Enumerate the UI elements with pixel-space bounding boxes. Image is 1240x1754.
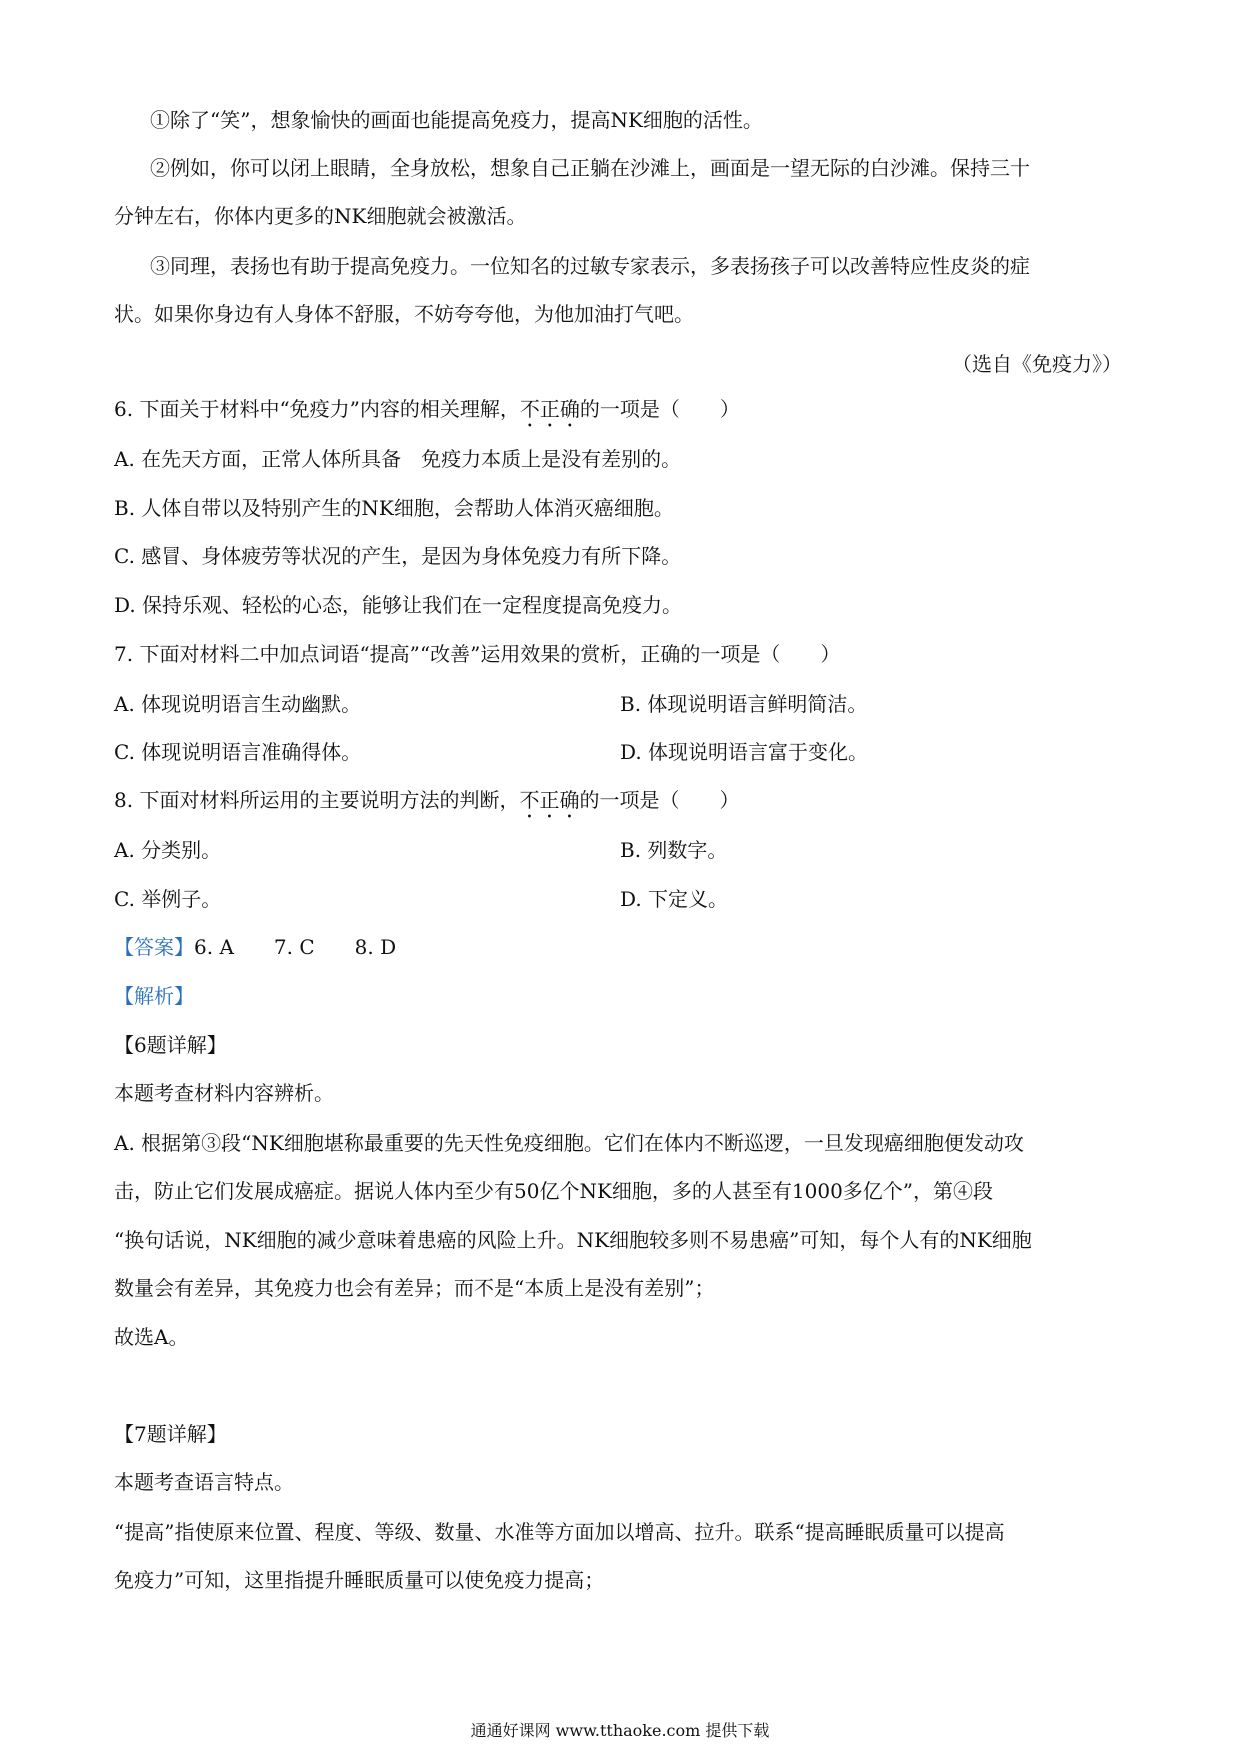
material-paragraph-2-line-1: ②例如，你可以闭上眼睛，全身放松，想象自己正躺在沙滩上，画面是一望无际的白沙滩。保持三十	[150, 156, 1030, 180]
detail-6-line-1: A. 根据第③段“NK细胞堪称最重要的先天性免疫细胞。它们在体内不断巡逻，一旦发现癌细胞便发动攻	[114, 1131, 1024, 1155]
question-8-option-a: A. 分类别。	[114, 838, 222, 862]
question-8-option-c: C. 举例子。	[114, 887, 222, 911]
question-6-option-c: C. 感冒、身体疲劳等状况的产生，是因为身体免疫力有所下降。	[114, 544, 682, 568]
question-6-option-a: A. 在先天方面，正常人体所具备 免疫力本质上是没有差别的。	[114, 447, 682, 471]
question-7-stem: 7. 下面对材料二中加点词语“提高”“改善”运用效果的赏析，正确的一项是（ ）	[114, 642, 841, 666]
detail-6-title: 【6题详解】	[114, 1033, 227, 1057]
answer-values: 6. A 7. C 8. D	[194, 935, 397, 959]
analysis-label: 【解析】	[114, 984, 194, 1008]
question-8-stem	[114, 786, 1126, 823]
detail-6-line-5: 故选A。	[114, 1325, 189, 1349]
question-6-option-b: B. 人体自带以及特别产生的NK细胞，会帮助人体消灭癌细胞。	[114, 496, 674, 520]
detail-7-line-2: 免疫力”可知，这里指提升睡眠质量可以使免疫力提高；	[114, 1568, 605, 1592]
detail-6-intro: 本题考查材料内容辨析。	[114, 1081, 334, 1105]
answer-line	[114, 933, 1126, 961]
question-6-stem-text: 6. 下面关于材料中“免疫力”内容的相关理解，	[114, 397, 520, 421]
detail-6-line-2: 击，防止它们发展成癌症。据说人体内至少有50亿个NK细胞，多的人甚至有1000多亿个”，第④段	[114, 1179, 994, 1203]
question-7-option-c: C. 体现说明语言准确得体。	[114, 740, 362, 764]
question-8-option-d: D. 下定义。	[620, 887, 729, 911]
detail-6-line-3: “换句话说，NK细胞的减少意味着患癌的风险上升。NK细胞较多则不易患癌”可知，每个人有的NK细胞	[114, 1228, 1032, 1252]
material-paragraph-2-line-2: 分钟左右，你体内更多的NK细胞就会被激活。	[114, 204, 527, 228]
material-paragraph-1: ①除了“笑”，想象愉快的画面也能提高免疫力，提高NK细胞的活性。	[150, 108, 763, 132]
question-8-stem-text: 8. 下面对材料所运用的主要说明方法的判断，	[114, 788, 520, 812]
question-7-option-b: B. 体现说明语言鲜明简洁。	[620, 692, 868, 716]
question-7-option-d: D. 体现说明语言富于变化。	[620, 740, 869, 764]
question-7-option-a: A. 体现说明语言生动幽默。	[114, 692, 362, 716]
page-footer: 通通好课网 www.tthaoke.com 提供下载	[470, 1721, 770, 1740]
detail-7-intro: 本题考查语言特点。	[114, 1470, 294, 1494]
question-6-emphasis: 不正确	[519, 397, 580, 421]
detail-7-line-1: “提高”指使原来位置、程度、等级、数量、水准等方面加以增高、拉升。联系“提高睡眠质量可以提高	[114, 1520, 1005, 1544]
material-paragraph-3-line-1: ③同理，表扬也有助于提高免疫力。一位知名的过敏专家表示，多表扬孩子可以改善特应性皮炎的症	[150, 254, 1030, 278]
question-6-option-d: D. 保持乐观、轻松的心态，能够让我们在一定程度提高免疫力。	[114, 593, 683, 617]
material-source: （选自《免疫力》）	[952, 352, 1122, 376]
material-paragraph-3-line-2: 状。如果你身边有人身体不舒服，不妨夸夸他，为他加油打气吧。	[114, 302, 694, 326]
answer-label: 【答案】	[114, 935, 194, 959]
detail-6-line-4: 数量会有差异，其免疫力也会有差异；而不是“本质上是没有差别”；	[114, 1276, 715, 1300]
question-6-stem-end: 的一项是（ ）	[579, 397, 740, 421]
question-8-option-b: B. 列数字。	[620, 838, 728, 862]
question-8-emphasis: 不正确	[519, 788, 580, 812]
question-6-stem	[114, 395, 1126, 432]
question-8-stem-end: 的一项是（ ）	[579, 788, 740, 812]
detail-7-title: 【7题详解】	[114, 1422, 227, 1446]
